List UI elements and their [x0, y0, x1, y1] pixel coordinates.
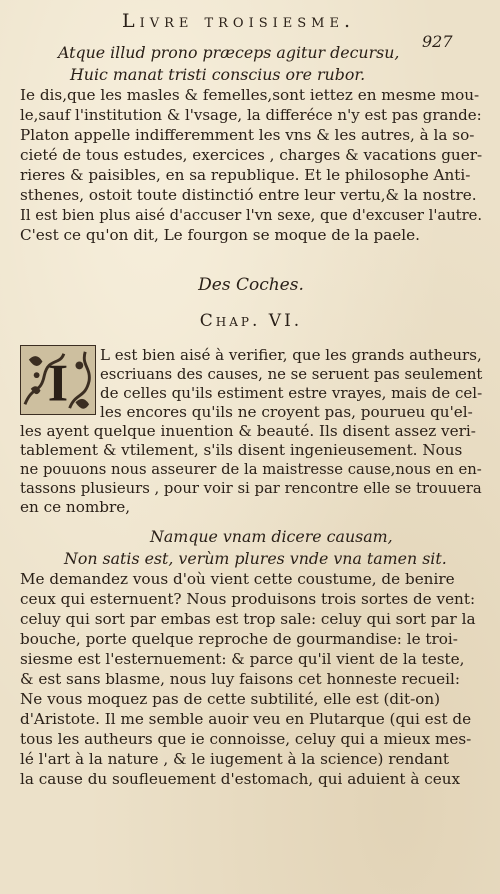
text-line: Ne vous moquez pas de cette subtilité, elle est (dit-on) — [20, 690, 441, 708]
text-line: L est bien aisé à verifier, que les grands autheurs, — [100, 346, 482, 364]
text-line: les ayent quelque inuention & beauté. Ils disent assez veri- — [20, 422, 476, 440]
text-line: rieres & paisibles, en sa republique. Et le philosophe Anti- — [20, 166, 471, 184]
text-line: siesme est l'esternuement: & parce qu'il vient de la teste, — [20, 650, 465, 668]
text-line: bouche, porte quelque reproche de gourmandise: le troi- — [20, 630, 458, 648]
text-line: celuy qui sort par embas est trop sale: celuy qui sort par la — [20, 610, 476, 628]
text-line: & est sans blasme, nous luy faisons cet honneste recueil: — [20, 670, 460, 688]
text-line: tous les autheurs que ie connoisse, celuy qui a mieux mes- — [20, 730, 472, 748]
text-line: d'Aristote. Il me semble auoir veu en Plutarque (qui est de — [20, 710, 472, 728]
text-line: Me demandez vous d'où vient cette coustume, de benire — [20, 570, 455, 588]
verse-line: Namque vnam dicere causam, — [150, 527, 393, 546]
dropcap-letter: I — [47, 354, 69, 413]
text-line: Il est bien plus aisé d'accuser l'vn sexe, que d'excuser l'autre. — [20, 206, 483, 224]
text-line: de celles qu'ils estiment estre vrayes, mais de cel- — [100, 384, 483, 402]
text-line: la cause du soufleuement d'estomach, qui aduient à ceux — [20, 770, 461, 788]
text-line: Ie dis,que les masles & femelles,sont iettez en mesme mou- — [20, 86, 480, 104]
text-line: en ce nombre, — [20, 498, 131, 516]
text-line: escriuans des causes, ne se seruent pas seulement — [100, 365, 483, 383]
text-line: ceux qui esternuent? Nous produisons trois sortes de vent: — [20, 590, 476, 608]
running-title: Livre troisiesme. — [122, 10, 355, 32]
verse-line: Atque illud prono præceps agitur decursu, — [58, 43, 400, 62]
text-line: tassons plusieurs , pour voir si par rencontre elle se trouuera — [20, 479, 482, 497]
chapter-number: Chap. VI. — [199, 311, 303, 331]
ornamental-drop-capital — [20, 345, 96, 415]
text-line: Platon appelle indifferemment les vns & les autres, à la so- — [20, 126, 475, 144]
verse-line: Huic manat tristi conscius ore rubor. — [70, 65, 366, 84]
running-head — [0, 6, 500, 51]
text-line: les encores qu'ils ne croyent pas, pourueu qu'el- — [100, 403, 473, 421]
page-number: 927 — [422, 32, 453, 51]
section-title: Des Coches. — [198, 275, 304, 295]
text-line: le,sauf l'institution & l'vsage, la differéce n'y est pas grande: — [20, 106, 482, 124]
text-line: tablement & vtilement, s'ils disent ingenieusement. Nous — [20, 441, 463, 459]
text-line: ne pouuons nous asseurer de la maistresse cause,nous en en- — [20, 460, 482, 478]
verse-line: Non satis est, verùm plures vnde vna tamen sit. — [64, 549, 447, 568]
text-line: cieté de tous estudes, exercices , charges & vacations guer- — [20, 146, 483, 164]
text-line: lé l'art à la nature , & le iugement à la science) rendant — [20, 750, 449, 768]
text-line: C'est ce qu'on dit, Le fourgon se moque de la paele. — [20, 226, 420, 244]
text-line: sthenes, ostoit toute distinctió entre leur vertu,& la nostre. — [20, 186, 477, 204]
